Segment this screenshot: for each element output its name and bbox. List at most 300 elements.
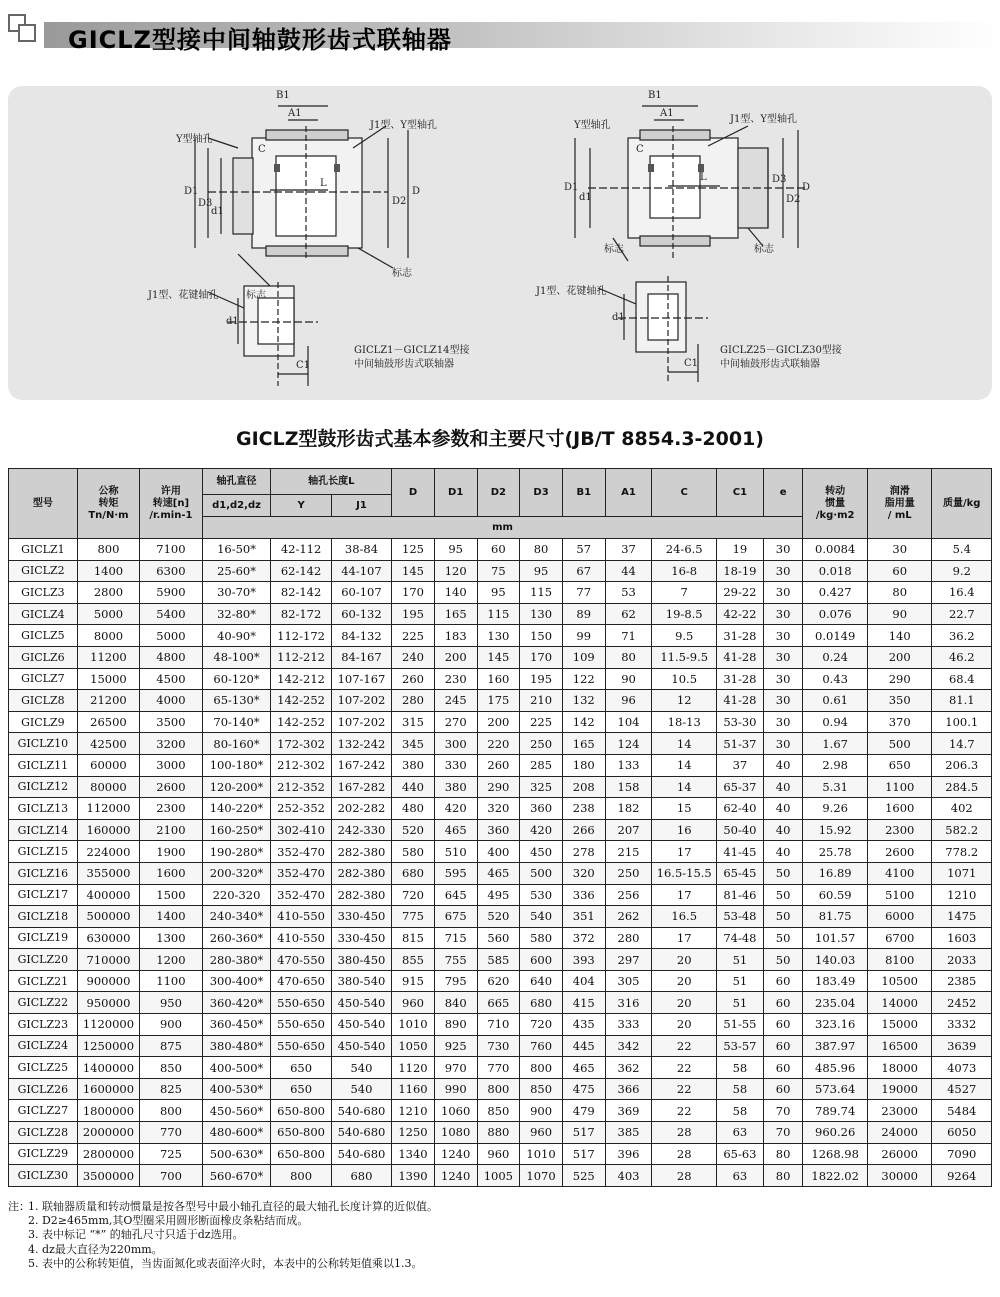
cell-model: GICLZ21 [9,970,78,992]
cell-speed: 4500 [140,668,202,690]
cell-mass: 22.7 [932,603,992,625]
label-b1: B1 [276,90,290,101]
cell-torque: 112000 [77,798,139,820]
cell-B1: 445 [562,1035,605,1057]
cell-mass: 284.5 [932,776,992,798]
cell-inertia: 387.97 [803,1035,868,1057]
cell-D1: 645 [434,884,477,906]
cell-A1: 280 [605,927,652,949]
cell-D3: 80 [520,539,563,561]
cell-model: GICLZ24 [9,1035,78,1057]
cell-D3: 450 [520,841,563,863]
cell-D3: 540 [520,906,563,928]
cell-D3: 115 [520,582,563,604]
col-bore-length: 轴孔长度L [271,469,392,495]
cell-model: GICLZ16 [9,862,78,884]
table-row [9,1143,992,1165]
cell-A1: 53 [605,582,652,604]
cell-D1: 840 [434,992,477,1014]
cell-B1: 165 [562,733,605,755]
cell-torque: 11200 [77,646,139,668]
table-row [9,539,992,561]
cell-C: 16.5-15.5 [652,862,717,884]
cell-B1: 336 [562,884,605,906]
cell-bore-diameter: 25-60* [202,560,271,582]
cell-e: 30 [763,733,803,755]
cell-D1: 230 [434,668,477,690]
label-mark: 标志 [754,244,774,255]
cell-A1: 133 [605,754,652,776]
left-caption: GICLZ1－GICLZ14型接 中间轴鼓形齿式联轴器 [354,345,470,370]
cell-D: 280 [392,690,435,712]
cell-model: GICLZ18 [9,906,78,928]
cell-mass: 1603 [932,927,992,949]
cell-B1: 122 [562,668,605,690]
cell-bore-diameter: 500-630* [202,1143,271,1165]
cell-bore-diameter: 48-100* [202,646,271,668]
label-d1-small: d1 [211,206,224,217]
cell-torque: 1400 [77,560,139,582]
cell-C: 17 [652,884,717,906]
label-b1: B1 [648,90,662,101]
cell-A1: 44 [605,560,652,582]
cell-D3: 720 [520,1014,563,1036]
label-d: D [802,182,811,193]
cell-bore-length-y: 172-302 [271,733,331,755]
cell-B1: 77 [562,582,605,604]
cell-torque: 710000 [77,949,139,971]
cell-inertia: 323.16 [803,1014,868,1036]
cell-bore-length-j1: 540-680 [331,1100,391,1122]
cell-inertia: 1268.98 [803,1143,868,1165]
cell-D2: 585 [477,949,520,971]
cell-D3: 760 [520,1035,563,1057]
cell-D3: 800 [520,1057,563,1079]
cell-bore-length-j1: 680 [331,1165,391,1187]
cell-D2: 260 [477,754,520,776]
cell-B1: 404 [562,970,605,992]
cell-bore-diameter: 300-400* [202,970,271,992]
cell-mass: 81.1 [932,690,992,712]
cell-D3: 325 [520,776,563,798]
cell-C: 20 [652,1014,717,1036]
cell-inertia: 5.31 [803,776,868,798]
cell-grease: 4100 [867,862,932,884]
cell-C1: 53-30 [716,711,763,733]
table-row [9,798,992,820]
cell-e: 60 [763,992,803,1014]
cell-A1: 362 [605,1057,652,1079]
cell-torque: 2800 [77,582,139,604]
cell-inertia: 789.74 [803,1100,868,1122]
cell-e: 30 [763,625,803,647]
col-A1: A1 [605,469,652,517]
cell-bore-length-j1: 38-84 [331,539,391,561]
cell-D3: 225 [520,711,563,733]
cell-D: 580 [392,841,435,863]
cell-D2: 400 [477,841,520,863]
cell-bore-length-j1: 540 [331,1078,391,1100]
cell-D1: 420 [434,798,477,820]
cell-C: 22 [652,1078,717,1100]
cell-C: 18-13 [652,711,717,733]
cell-D1: 300 [434,733,477,755]
cell-bore-diameter: 60-120* [202,668,271,690]
cell-D1: 1240 [434,1165,477,1187]
cell-D2: 130 [477,625,520,647]
cell-inertia: 573.64 [803,1078,868,1100]
cell-bore-length-j1: 167-282 [331,776,391,798]
cell-C1: 31-28 [716,668,763,690]
cell-inertia: 81.75 [803,906,868,928]
cell-bore-length-y: 650-800 [271,1100,331,1122]
cell-B1: 142 [562,711,605,733]
cell-bore-length-y: 142-212 [271,668,331,690]
cell-e: 60 [763,970,803,992]
cell-bore-length-j1: 60-132 [331,603,391,625]
cell-D2: 290 [477,776,520,798]
cell-bore-length-y: 352-470 [271,862,331,884]
cell-bore-length-j1: 282-380 [331,841,391,863]
cell-bore-length-y: 550-650 [271,992,331,1014]
cell-bore-length-j1: 60-107 [331,582,391,604]
cell-bore-length-j1: 540-680 [331,1122,391,1144]
cell-e: 50 [763,862,803,884]
cell-C: 16 [652,819,717,841]
cell-D3: 900 [520,1100,563,1122]
cell-C1: 58 [716,1078,763,1100]
cell-inertia: 60.59 [803,884,868,906]
cell-e: 60 [763,1078,803,1100]
cell-bore-diameter: 120-200* [202,776,271,798]
cell-D: 915 [392,970,435,992]
table-header [9,469,992,539]
table-row [9,992,992,1014]
cell-C1: 65-37 [716,776,763,798]
cell-grease: 6700 [867,927,932,949]
cell-model: GICLZ1 [9,539,78,561]
cell-bore-diameter: 220-320 [202,884,271,906]
cell-C: 9.5 [652,625,717,647]
cell-D2: 710 [477,1014,520,1036]
cell-bore-diameter: 240-340* [202,906,271,928]
cell-D1: 1240 [434,1143,477,1165]
cell-D3: 195 [520,668,563,690]
cell-mass: 1071 [932,862,992,884]
col-B1: B1 [562,469,605,517]
cell-C: 16-8 [652,560,717,582]
cell-inertia: 0.0149 [803,625,868,647]
cell-C: 17 [652,927,717,949]
cell-speed: 900 [140,1014,202,1036]
cell-mass: 9264 [932,1165,992,1187]
cell-D2: 160 [477,668,520,690]
cell-speed: 875 [140,1035,202,1057]
table-row [9,646,992,668]
cell-speed: 700 [140,1165,202,1187]
table-body [9,539,992,1187]
cell-D2: 360 [477,819,520,841]
cell-torque: 80000 [77,776,139,798]
cell-mass: 778.2 [932,841,992,863]
cell-bore-diameter: 480-600* [202,1122,271,1144]
cell-mass: 68.4 [932,668,992,690]
cell-mass: 4527 [932,1078,992,1100]
cell-B1: 208 [562,776,605,798]
note-item: 4. dz最大直径为220mm。 [28,1242,163,1256]
cell-C: 22 [652,1057,717,1079]
cell-e: 50 [763,884,803,906]
cell-grease: 15000 [867,1014,932,1036]
cell-bore-length-j1: 540 [331,1057,391,1079]
cell-model: GICLZ27 [9,1100,78,1122]
cell-A1: 366 [605,1078,652,1100]
cell-bore-length-j1: 330-450 [331,906,391,928]
cell-D2: 175 [477,690,520,712]
cell-grease: 80 [867,582,932,604]
cell-e: 30 [763,582,803,604]
cell-torque: 1120000 [77,1014,139,1036]
cell-speed: 800 [140,1100,202,1122]
cell-speed: 3500 [140,711,202,733]
cell-A1: 369 [605,1100,652,1122]
cell-C1: 29-22 [716,582,763,604]
cell-bore-length-j1: 167-242 [331,754,391,776]
cell-D: 195 [392,603,435,625]
cell-A1: 342 [605,1035,652,1057]
cell-mass: 9.2 [932,560,992,582]
cell-D1: 990 [434,1078,477,1100]
cell-D: 960 [392,992,435,1014]
page-header [0,0,1000,62]
cell-e: 30 [763,711,803,733]
cell-grease: 14000 [867,992,932,1014]
cell-D3: 210 [520,690,563,712]
col-model: 型号 [9,469,78,539]
cell-speed: 725 [140,1143,202,1165]
cell-D3: 95 [520,560,563,582]
cell-speed: 2100 [140,819,202,841]
cell-D2: 1005 [477,1165,520,1187]
cell-grease: 30 [867,539,932,561]
cell-model: GICLZ2 [9,560,78,582]
table-row [9,1122,992,1144]
cell-model: GICLZ7 [9,668,78,690]
cell-torque: 2000000 [77,1122,139,1144]
label-mark: 标志 [392,268,412,279]
cell-bore-length-j1: 450-540 [331,1035,391,1057]
cell-C: 20 [652,970,717,992]
table-row [9,560,992,582]
cell-A1: 215 [605,841,652,863]
cell-e: 70 [763,1100,803,1122]
cell-bore-length-y: 470-550 [271,949,331,971]
cell-model: GICLZ22 [9,992,78,1014]
cell-mass: 3332 [932,1014,992,1036]
cell-bore-length-j1: 44-107 [331,560,391,582]
cell-torque: 224000 [77,841,139,863]
table-row [9,603,992,625]
cell-bore-diameter: 280-380* [202,949,271,971]
table-title: GICLZ型鼓形齿式基本参数和主要尺寸(JB/T 8854.3-2001) [235,428,764,450]
cell-mass: 206.3 [932,754,992,776]
col-speed: 许用 转速[n] /r.min-1 [140,469,202,539]
cell-B1: 99 [562,625,605,647]
label-y-bore: Y型轴孔 [574,120,611,131]
cell-bore-length-j1: 450-540 [331,1014,391,1036]
cell-bore-diameter: 380-480* [202,1035,271,1057]
cell-D: 1050 [392,1035,435,1057]
cell-grease: 16500 [867,1035,932,1057]
cell-speed: 2600 [140,776,202,798]
cell-speed: 6300 [140,560,202,582]
col-bore-diameter-sub: d1,d2,dz [202,495,271,517]
cell-mass: 3639 [932,1035,992,1057]
cell-bore-length-j1: 380-450 [331,949,391,971]
cell-A1: 158 [605,776,652,798]
cell-C: 7 [652,582,717,604]
cell-bore-length-y: 142-252 [271,711,331,733]
cell-A1: 250 [605,862,652,884]
cell-e: 70 [763,1122,803,1144]
cell-inertia: 0.018 [803,560,868,582]
col-D: D [392,469,435,517]
cell-D3: 640 [520,970,563,992]
cell-model: GICLZ13 [9,798,78,820]
label-d1: D1 [184,186,199,197]
cell-C1: 63 [716,1165,763,1187]
label-d1-detail: d1 [612,312,625,323]
cell-D1: 1060 [434,1100,477,1122]
cell-D1: 245 [434,690,477,712]
cell-model: GICLZ14 [9,819,78,841]
table-row [9,754,992,776]
cell-A1: 104 [605,711,652,733]
cell-D: 125 [392,539,435,561]
table-row [9,1165,992,1187]
cell-B1: 393 [562,949,605,971]
cell-bore-length-y: 302-410 [271,819,331,841]
cell-bore-length-j1: 107-202 [331,711,391,733]
col-D2: D2 [477,469,520,517]
note-item: 3. 表中标记 “*” 的轴孔尺寸只适于dz选用。 [28,1228,244,1242]
cell-B1: 238 [562,798,605,820]
spec-table [8,468,992,1187]
cell-D2: 60 [477,539,520,561]
cell-model: GICLZ23 [9,1014,78,1036]
cell-bore-diameter: 32-80* [202,603,271,625]
cell-C1: 37 [716,754,763,776]
cell-model: GICLZ30 [9,1165,78,1187]
label-spline-bore: J1型、花键轴孔 [148,290,219,301]
table-row [9,906,992,928]
cell-D3: 500 [520,862,563,884]
label-d2: D2 [392,196,407,207]
unit-mm: mm [202,517,803,539]
cell-torque: 26500 [77,711,139,733]
cell-bore-length-y: 42-112 [271,539,331,561]
cell-inertia: 0.0084 [803,539,868,561]
cell-grease: 500 [867,733,932,755]
cell-mass: 402 [932,798,992,820]
cell-D2: 95 [477,582,520,604]
cell-D2: 320 [477,798,520,820]
cell-bore-diameter: 65-130* [202,690,271,712]
cell-speed: 4800 [140,646,202,668]
cell-bore-length-y: 62-142 [271,560,331,582]
label-c1: C1 [684,358,699,369]
cell-bore-length-j1: 330-450 [331,927,391,949]
table-row [9,582,992,604]
cell-C: 19-8.5 [652,603,717,625]
right-caption: GICLZ25－GICLZ30型接 中间轴鼓形齿式联轴器 [720,345,842,370]
cell-e: 40 [763,819,803,841]
cell-e: 40 [763,798,803,820]
cell-grease: 1600 [867,798,932,820]
cell-bore-length-y: 410-550 [271,927,331,949]
cell-bore-length-y: 252-352 [271,798,331,820]
table-row [9,970,992,992]
cell-D2: 800 [477,1078,520,1100]
cell-C: 28 [652,1165,717,1187]
cell-inertia: 16.89 [803,862,868,884]
cell-torque: 5000 [77,603,139,625]
table-row [9,1100,992,1122]
cell-D: 380 [392,754,435,776]
table-row [9,1035,992,1057]
cell-bore-length-y: 550-650 [271,1035,331,1057]
cell-C1: 62-40 [716,798,763,820]
cell-grease: 290 [867,668,932,690]
label-y-bore: Y型轴孔 [176,134,213,145]
cell-D: 775 [392,906,435,928]
cell-bore-length-j1: 202-282 [331,798,391,820]
cell-D1: 165 [434,603,477,625]
cell-D1: 140 [434,582,477,604]
cell-bore-length-y: 650-800 [271,1122,331,1144]
cell-e: 40 [763,754,803,776]
cell-bore-diameter: 200-320* [202,862,271,884]
header-square-icon [18,24,36,42]
cell-torque: 500000 [77,906,139,928]
cell-torque: 800 [77,539,139,561]
label-d: D [412,186,421,197]
cell-mass: 46.2 [932,646,992,668]
col-grease: 润滑 脂用量 / mL [867,469,932,539]
cell-C: 22 [652,1035,717,1057]
cell-A1: 396 [605,1143,652,1165]
col-inertia: 转动 惯量 /kg·m2 [803,469,868,539]
cell-torque: 60000 [77,754,139,776]
cell-speed: 5000 [140,625,202,647]
col-torque: 公称 转矩 Tn/N·m [77,469,139,539]
cell-A1: 124 [605,733,652,755]
cell-bore-length-y: 82-172 [271,603,331,625]
col-D1: D1 [434,469,477,517]
table-row [9,776,992,798]
cell-D: 1160 [392,1078,435,1100]
cell-A1: 96 [605,690,652,712]
cell-C: 20 [652,949,717,971]
label-bore-type: J1型、Y型轴孔 [730,114,797,125]
cell-D3: 420 [520,819,563,841]
cell-D2: 880 [477,1122,520,1144]
cell-grease: 8100 [867,949,932,971]
cell-C: 28 [652,1122,717,1144]
cell-C1: 41-28 [716,690,763,712]
cell-speed: 1900 [140,841,202,863]
cell-C: 14 [652,754,717,776]
